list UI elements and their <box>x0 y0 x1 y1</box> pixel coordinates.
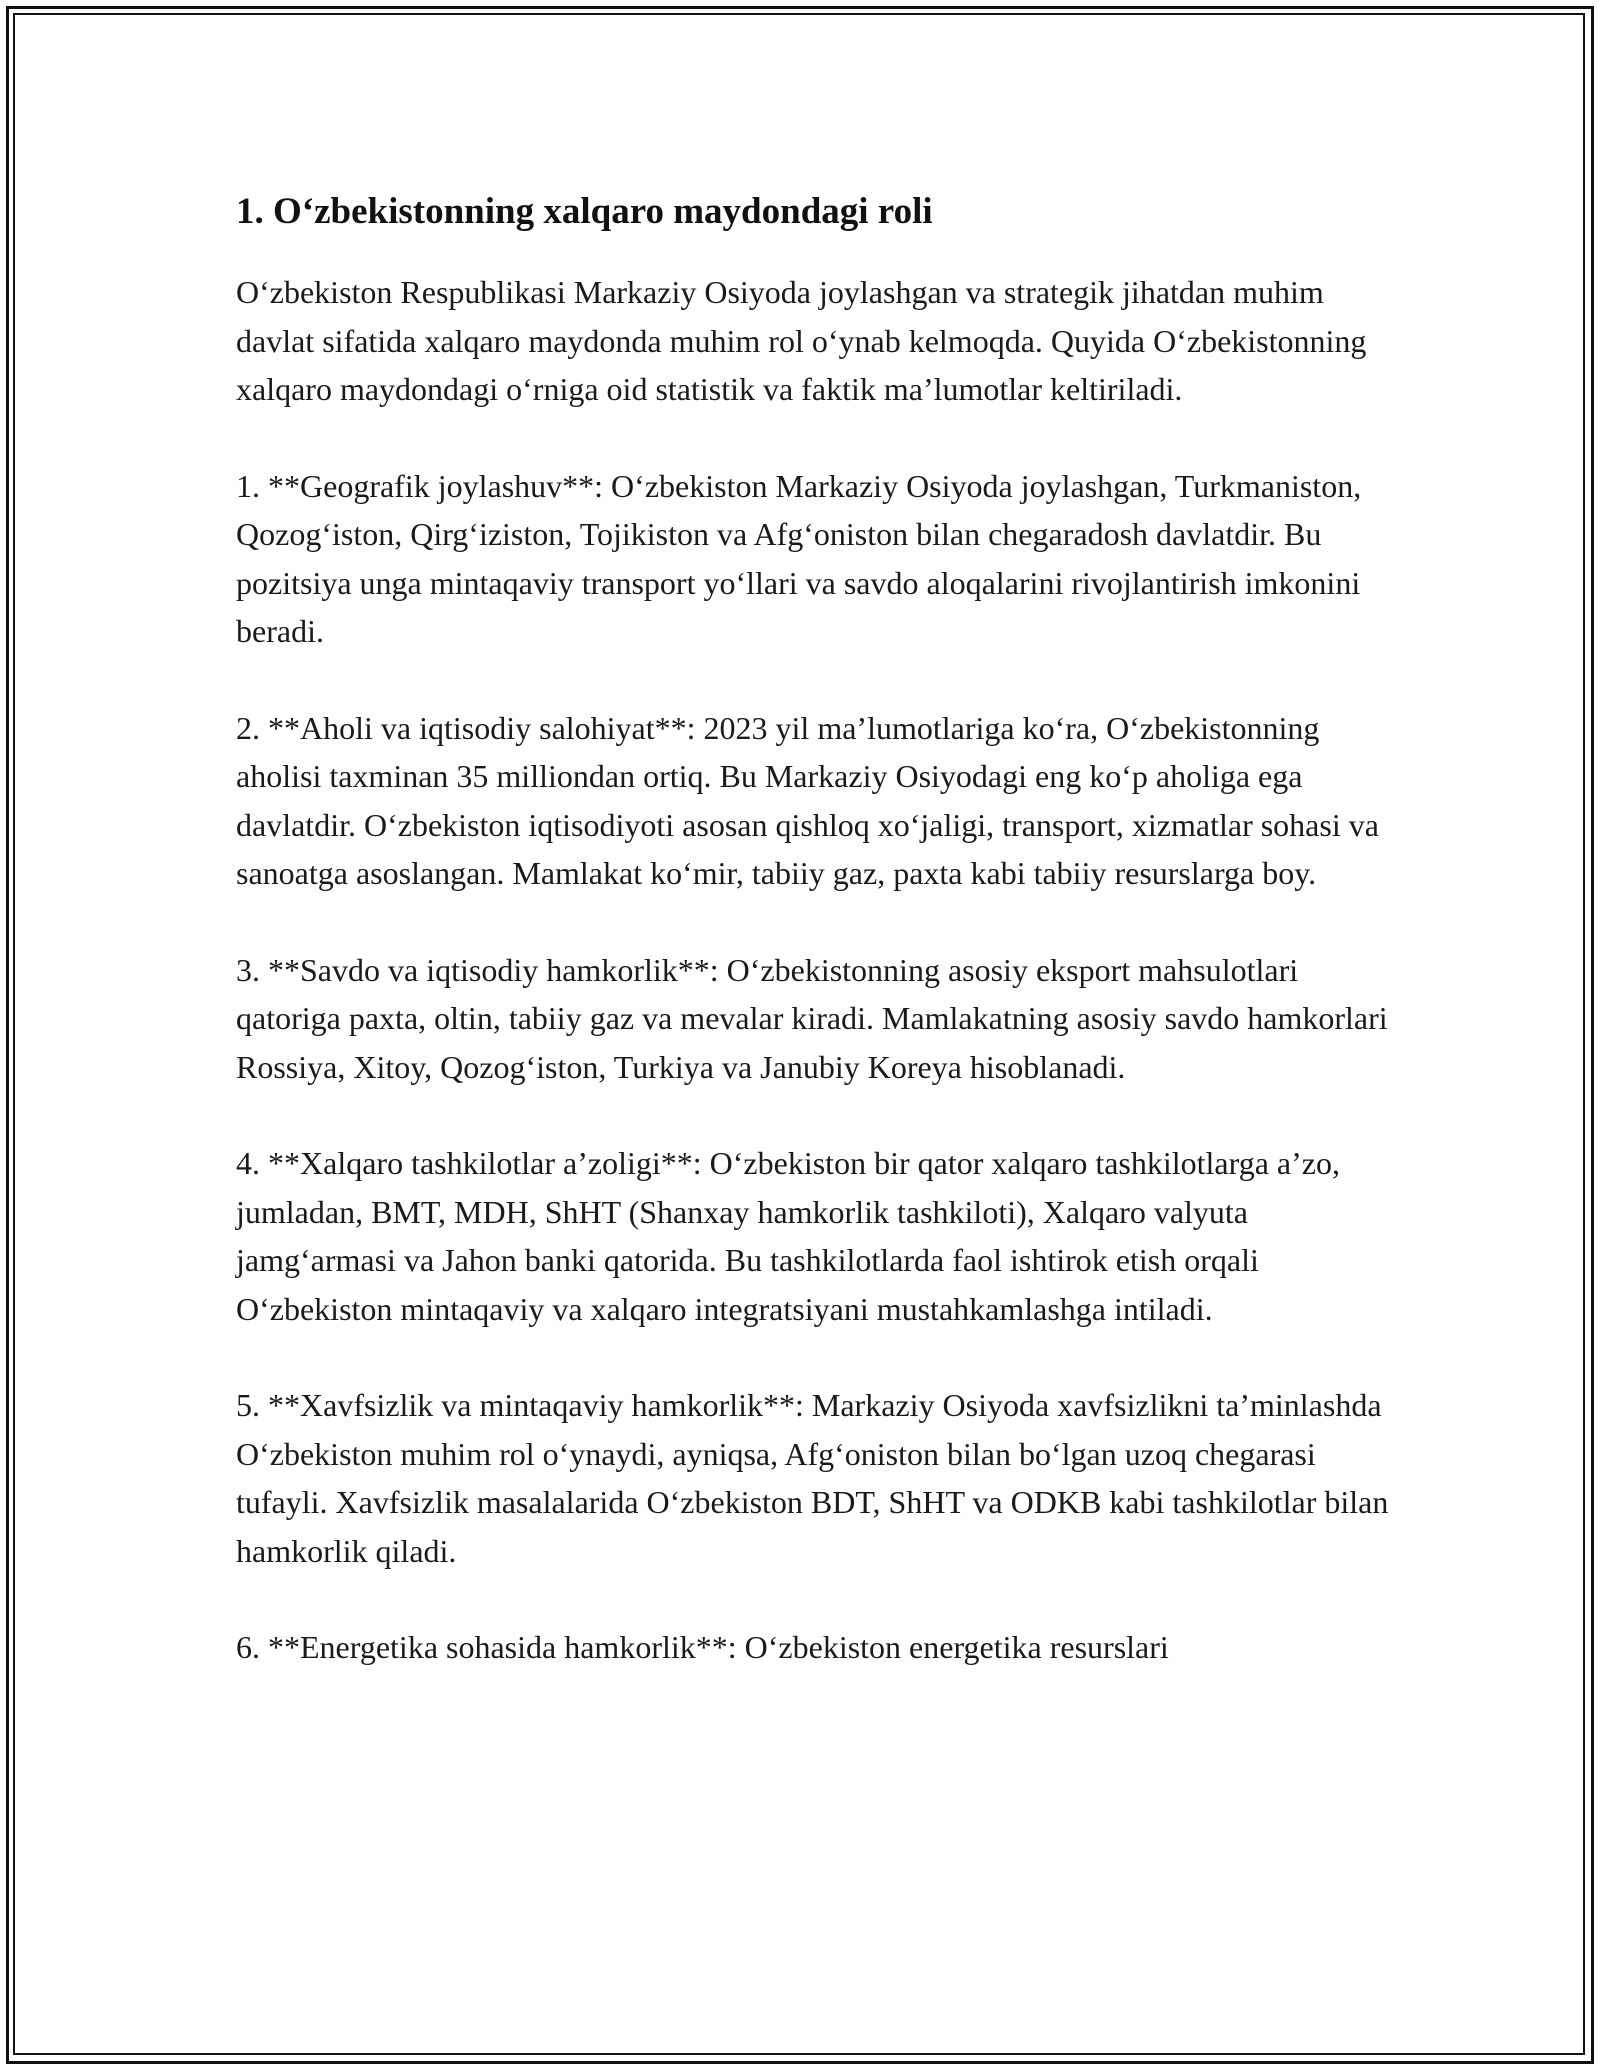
document-body <box>236 188 1396 1720</box>
document-title: 1. O‘zbekistonning xalqaro maydondagi roli <box>236 191 933 232</box>
paragraph-savdo-hamkorlik: 3. **Savdo va iqtisodiy hamkorlik**: O‘zbekistonning asosiy eksport mahsulotlari qatoriga paxta, oltin, tabiiy gaz va mevalar kiradi. Mamlakatning asosiy savdo hamkorlari Rossiya, Xitoy, Qozog‘iston, Turkiya va Janubiy Koreya hisoblanadi. <box>236 951 1388 1085</box>
paragraph-geografik-joylashuv: 1. **Geografik joylashuv**: O‘zbekiston Markaziy Osiyoda joylashgan, Turkmaniston, Qozog‘iston, Qirg‘iziston, Tojikiston va Afg‘oniston bilan chegaradosh davlatdir. Bu pozitsiya unga mintaqaviy transport yo‘llari va savdo aloqalarini rivojlantirish imkonini beradi. <box>236 467 1362 649</box>
intro-paragraph: O‘zbekiston Respublikasi Markaziy Osiyoda joylashgan va strategik jihatdan muhim davlat sifatida xalqaro maydonda muhim rol o‘ynab kelmoqda. Quyida O‘zbekistonning xalqaro maydondagi o‘rniga oid statistik va faktik ma’lumotlar keltiriladi. <box>236 274 1367 407</box>
paragraph-xavfsizlik: 5. **Xavfsizlik va mintaqaviy hamkorlik**: Markaziy Osiyoda xavfsizlikni ta’minlashda O‘zbekiston muhim rol o‘ynaydi, ayniqsa, Afg‘oniston bilan bo‘lgan uzoq chegarasi tufayli. Xavfsizlik masalalarida O‘zbekiston BDT, ShHT va ODKB kabi tashkilotlar bilan hamkorlik qiladi. <box>236 1387 1389 1569</box>
paragraph-xalqaro-tashkilotlar: 4. **Xalqaro tashkilotlar a’zoligi**: O‘zbekiston bir qator xalqaro tashkilotlarga a’zo, jumladan, BMT, MDH, ShHT (Shanxay hamkorlik tashkiloti), Xalqaro valyuta jamg‘armasi va Jahon banki qatorida. Bu tashkilotlarda faol ishtirok etish orqali O‘zbekiston mintaqaviy va xalqaro integratsiyani mustahkamlashga intiladi. <box>236 1145 1340 1327</box>
paragraph-energetika: 6. **Energetika sohasida hamkorlik**: O‘zbekiston energetika resurslari <box>236 1629 1169 1665</box>
paragraph-aholi-iqtisodiy-salohiyat: 2. **Aholi va iqtisodiy salohiyat**: 2023 yil ma’lumotlariga ko‘ra, O‘zbekistonning aholisi taxminan 35 milliondan ortiq. Bu Markaziy Osiyodagi eng ko‘p aholiga ega davlatdir. O‘zbekiston iqtisodiyoti asosan qishloq xo‘jaligi, transport, xizmatlar sohasi va sanoatga asoslangan. Mamlakat ko‘mir, tabiiy gaz, paxta kabi tabiiy resurslarga boy. <box>236 709 1379 891</box>
